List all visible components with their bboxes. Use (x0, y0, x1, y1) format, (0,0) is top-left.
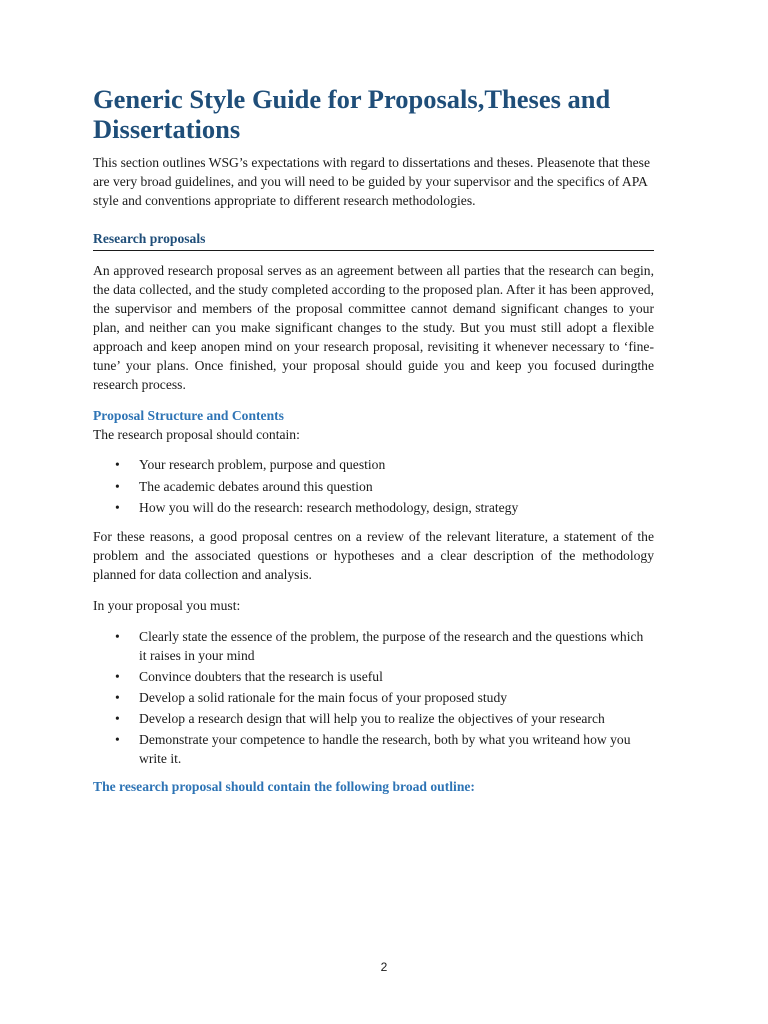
list-item-text: Develop a solid rationale for the main focus of your proposed study (139, 690, 508, 705)
list-item (93, 730, 654, 768)
proposal-paragraph: An approved research proposal serves as an agreement between all parties that the research can begin, the data collected, and the study completed according to the proposed plan. After it has been approved, the supervisor and members of the proposal committee cannot demand significant changes to your plan, and neither can you make significant changes to the study. But you must still adopt a flexible approach and keep anopen mind on your research proposal, revisiting it whenever necessary to ‘fine-tune’ your plans. Once finished, your proposal should guide you and keep you focused duringthe research process. (93, 263, 654, 392)
section-heading-research-proposals: Research proposals (93, 229, 654, 251)
bullet-icon: • (115, 669, 120, 684)
bullet-icon: • (115, 690, 120, 705)
list-item-text: Clearly state the essence of the problem, the purpose of the research and the questions which it raises in your mind (139, 629, 644, 663)
must-lead-text: In your proposal you must: (93, 598, 241, 613)
reasons-paragraph: For these reasons, a good proposal centres on a review of the relevant literature, a statement of the problem and the associated questions or hypotheses and a clear description of the methodology planned for data collection and analysis. (93, 529, 654, 582)
bullet-icon: • (115, 711, 120, 726)
list-item-text: Demonstrate your competence to handle the research, both by what you writeand how you write it. (139, 732, 631, 766)
contents-list (93, 455, 654, 517)
list-item (93, 709, 654, 728)
subheading-broad-outline: The research proposal should contain the following broad outline: (93, 779, 475, 794)
list-item-text: How you will do the research: research methodology, design, strategy (139, 500, 519, 515)
list-item (93, 477, 654, 496)
bullet-icon: • (115, 732, 120, 747)
bullet-icon: • (115, 457, 120, 472)
page-number: 2 (380, 960, 388, 974)
list-item (93, 455, 654, 474)
document-title: Generic Style Guide for Proposals,Theses and Dissertations (93, 84, 611, 144)
list-item-text: Your research problem, purpose and question (139, 457, 386, 472)
list-item-text: Convince doubters that the research is useful (139, 669, 383, 684)
document-page (93, 84, 654, 796)
list-item (93, 688, 654, 707)
list-item (93, 667, 654, 686)
list-item (93, 627, 654, 665)
bullet-icon: • (115, 500, 120, 515)
structure-lead-text: The research proposal should contain: (93, 427, 300, 442)
bullet-icon: • (115, 629, 120, 644)
list-item (93, 498, 654, 517)
subheading-proposal-structure: Proposal Structure and Contents (93, 408, 284, 423)
intro-paragraph: This section outlines WSG’s expectations with regard to dissertations and theses. Pleasenote that these are very broad guidelines, and you will need to be guided by your supervisor and the specifics of APA style and conventions appropriate to different research methodologies. (93, 155, 650, 208)
must-list (93, 627, 654, 768)
list-item-text: Develop a research design that will help you to realize the objectives of your research (139, 711, 605, 726)
bullet-icon: • (115, 478, 120, 494)
list-item-text: The academic debates around this question (139, 478, 373, 494)
